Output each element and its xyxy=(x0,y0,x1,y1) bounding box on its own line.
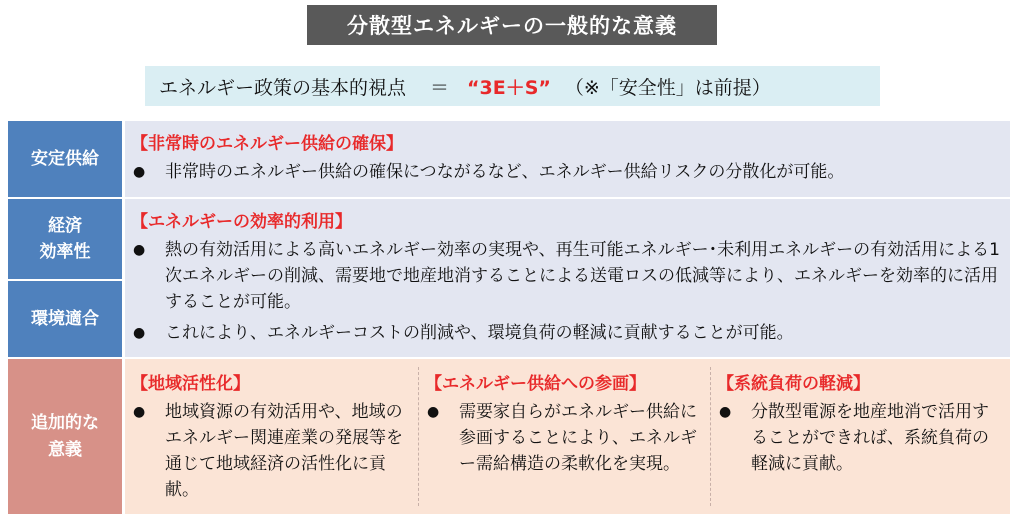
three-e-plus-s: “3E＋S” xyxy=(467,76,551,99)
bullet-icon: ● xyxy=(719,404,732,420)
row-label-stable-supply: 安定供給 xyxy=(8,121,122,197)
row-label-additional: 追加的な 意義 xyxy=(8,359,122,514)
bullet-icon: ● xyxy=(133,242,146,258)
column-divider xyxy=(418,367,419,506)
efficiency-panel xyxy=(125,199,1010,357)
row-label-environment: 環境適合 xyxy=(8,281,122,357)
list-item: ● これにより、エネルギーコストの削減や、環境負荷の軽減に貢献することが可能。 xyxy=(133,320,1003,346)
bullet-icon: ● xyxy=(133,164,146,180)
regional-revitalization-heading: 【地域活性化】 xyxy=(131,374,250,394)
list-item: ● 熱の有効活用による高いエネルギー効率の実現や、再生可能エネルギー･未利用エネルギーの有効活用による1次エネルギーの削減、需要地で地産地消することによる送電ロスの低減等により、エネルギーを効率的に活用することが可能。 xyxy=(133,237,1003,315)
equals-sign: ＝ xyxy=(430,76,450,99)
column-divider xyxy=(710,367,711,506)
policy-viewpoint-banner xyxy=(145,66,880,106)
additional-significance-panel xyxy=(125,359,1010,514)
list-item: ● 分散型電源を地産地消で活用することができれば、系統負荷の軽減に貢献。 xyxy=(719,399,999,477)
safety-note: （※「安全性」は前提） xyxy=(564,76,771,99)
row-label-economic-efficiency: 経済 効率性 xyxy=(8,199,122,279)
page-title: 分散型エネルギーの一般的な意義 xyxy=(307,5,717,45)
bullet-icon: ● xyxy=(427,404,440,420)
list-item: ● 需要家自らがエネルギー供給に参画することにより、エネルギー需給構造の柔軟化を実現。 xyxy=(427,399,705,477)
stable-supply-panel xyxy=(125,121,1010,197)
supply-participation-heading: 【エネルギー供給への参画】 xyxy=(425,374,646,394)
bullet-icon: ● xyxy=(133,325,146,341)
list-item: ● 地域資源の有効活用や、地域のエネルギー関連産業の発展等を通じて地域経済の活性化に貢献。 xyxy=(133,399,411,503)
stable-supply-heading: 【非常時のエネルギー供給の確保】 xyxy=(131,134,403,154)
viewpoint-lead: エネルギー政策の基本的視点 xyxy=(159,76,407,99)
grid-load-reduction-heading: 【系統負荷の軽減】 xyxy=(717,374,870,394)
efficiency-heading: 【エネルギーの効率的利用】 xyxy=(131,212,352,232)
bullet-icon: ● xyxy=(133,404,146,420)
list-item: ● 非常時のエネルギー供給の確保につながるなど、エネルギー供給リスクの分散化が可能。 xyxy=(133,159,1003,185)
